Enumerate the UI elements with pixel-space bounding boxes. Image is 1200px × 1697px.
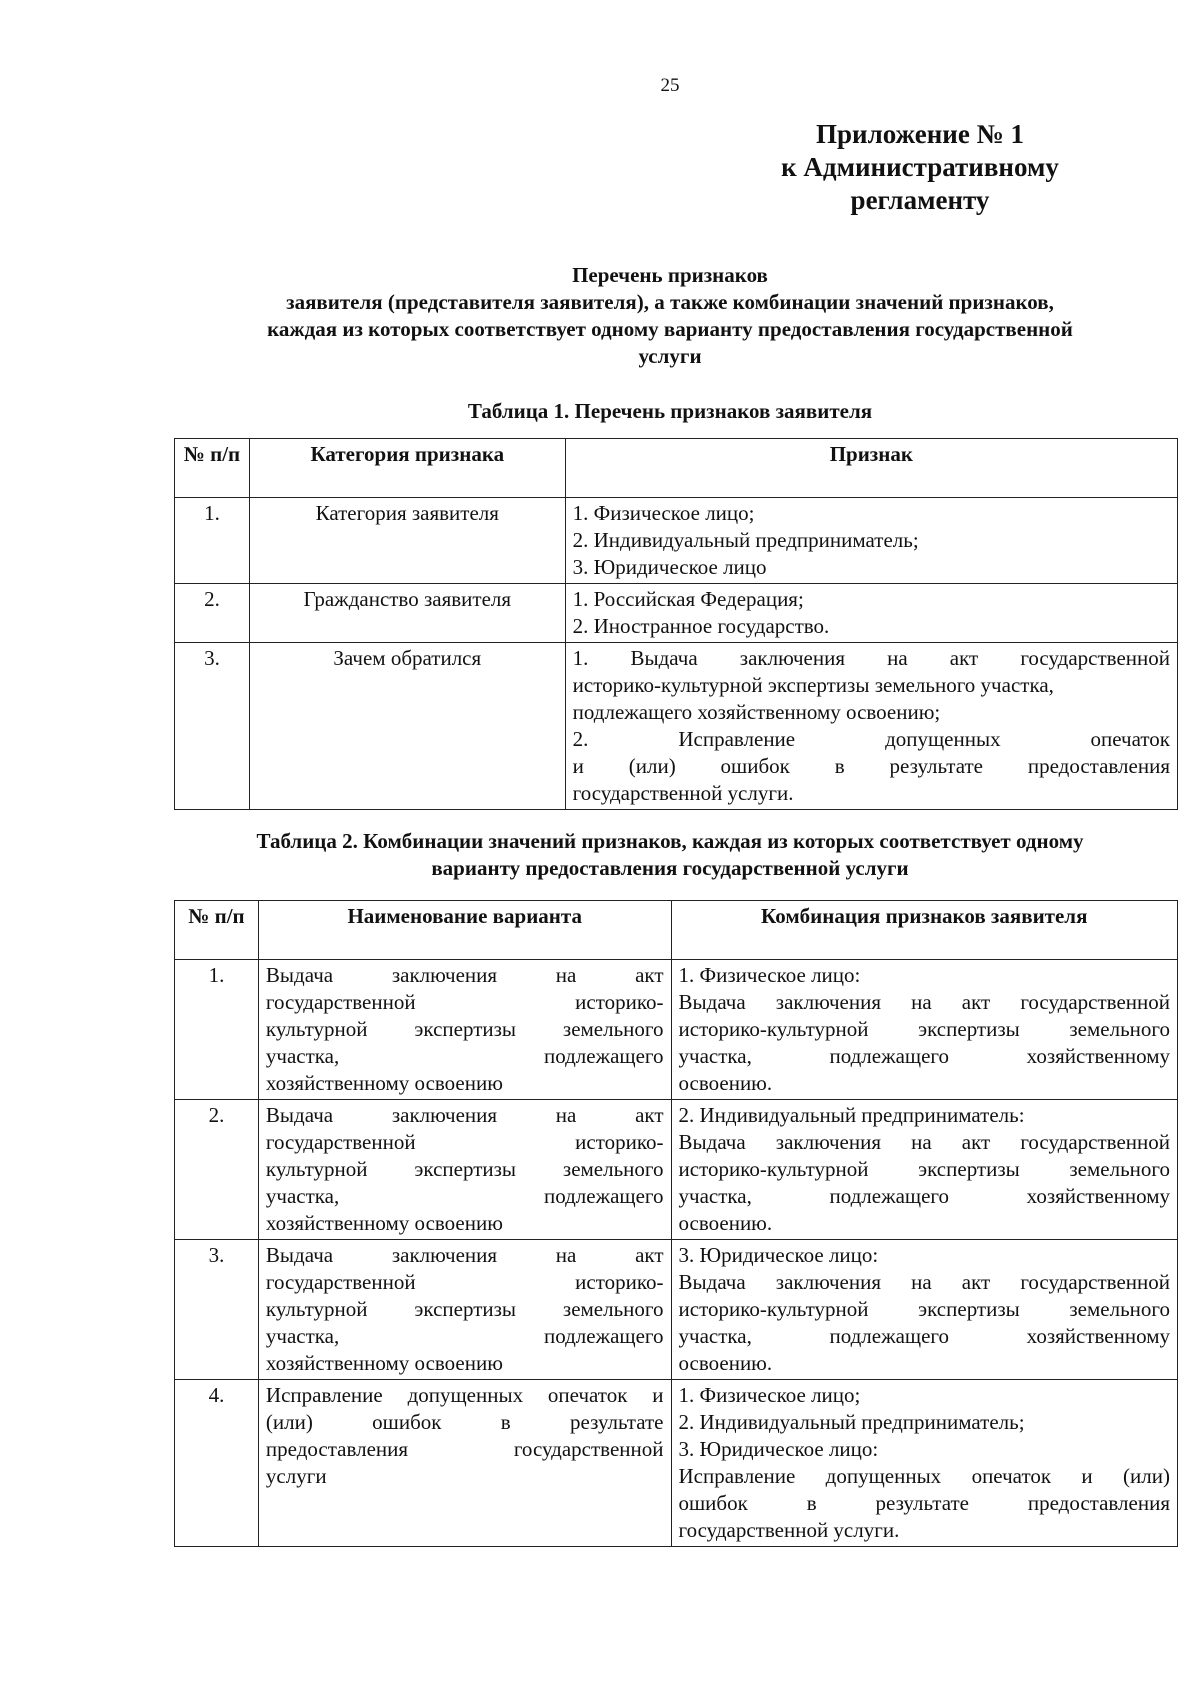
header-num: № п/п: [175, 901, 259, 960]
variant-line: государственной историко-: [265, 990, 664, 1014]
combination-line: Выдача заключения на акт государственной: [678, 1270, 1170, 1294]
appendix-line: Приложение № 1: [816, 119, 1024, 149]
feature-line: 2. Исправление допущенных опечаток: [572, 727, 1170, 751]
variant-line: Исправление допущенных опечаток и: [265, 1383, 664, 1407]
caption-line: варианту предоставления государственной услуги: [431, 856, 909, 880]
row-category: Категория заявителя: [249, 498, 565, 584]
appendix-line: к Административному: [781, 152, 1059, 182]
combination-line: участка, подлежащего хозяйственному: [678, 1324, 1170, 1348]
combination-line: историко-культурной экспертизы земельного: [678, 1157, 1170, 1181]
feature-line: 2. Иностранное государство.: [572, 614, 830, 638]
combination-line: освоению.: [678, 1351, 773, 1375]
variant-line: культурной экспертизы земельного: [265, 1297, 664, 1321]
variant-line: участка, подлежащего: [265, 1044, 664, 1068]
variant-line: участка, подлежащего: [265, 1324, 664, 1348]
header-num: № п/п: [175, 439, 250, 498]
header-feature: Признак: [565, 439, 1177, 498]
combination-line: 1. Физическое лицо:: [678, 963, 861, 987]
row-num: 4.: [175, 1380, 259, 1547]
variant-line: хозяйственному освоению: [265, 1071, 503, 1095]
row-variant: [258, 1240, 671, 1380]
row-num: 1.: [175, 498, 250, 584]
caption-line: Таблица 2. Комбинации значений признаков, каждая из которых соответствует одному: [256, 829, 1084, 853]
combination-line: Выдача заключения на акт государственной: [678, 990, 1170, 1014]
row-num: 3.: [175, 643, 250, 810]
row-num: 3.: [175, 1240, 259, 1380]
row-num: 2.: [175, 584, 250, 643]
row-num: 2.: [175, 1100, 259, 1240]
combination-line: освоению.: [678, 1071, 773, 1095]
variant-line: (или) ошибок в результате: [265, 1410, 664, 1434]
variant-line: государственной историко-: [265, 1270, 664, 1294]
table1-row: [175, 498, 1178, 584]
feature-line: подлежащего хозяйственному освоению;: [572, 700, 941, 724]
title-line: заявителя (представителя заявителя), а также комбинации значений признаков,: [286, 290, 1054, 314]
combination-line: 1. Физическое лицо;: [678, 1383, 861, 1407]
combination-line: историко-культурной экспертизы земельного: [678, 1297, 1170, 1321]
table1: [174, 438, 1178, 810]
header-combination: Комбинация признаков заявителя: [671, 901, 1177, 960]
row-variant: [258, 1100, 671, 1240]
row-category: Зачем обратился: [249, 643, 565, 810]
variant-line: Выдача заключения на акт: [265, 1243, 664, 1267]
combination-line: 3. Юридическое лицо:: [678, 1243, 879, 1267]
table2-header-row: [175, 901, 1178, 960]
feature-line: государственной услуги.: [572, 781, 794, 805]
table2: [174, 900, 1178, 1547]
variant-line: культурной экспертизы земельного: [265, 1157, 664, 1181]
row-combination: [671, 1240, 1177, 1380]
feature-line: и (или) ошибок в результате предоставления: [572, 754, 1170, 778]
combination-line: участка, подлежащего хозяйственному: [678, 1184, 1170, 1208]
table2-row: [175, 1240, 1178, 1380]
combination-line: участка, подлежащего хозяйственному: [678, 1044, 1170, 1068]
header-variant: Наименование варианта: [258, 901, 671, 960]
variant-line: хозяйственному освоению: [265, 1351, 503, 1375]
variant-line: предоставления государственной: [265, 1437, 664, 1461]
appendix-heading: [750, 118, 1090, 217]
title-line: услуги: [638, 344, 702, 368]
variant-line: культурной экспертизы земельного: [265, 1017, 664, 1041]
document-title: [160, 262, 1180, 370]
row-variant: [258, 1380, 671, 1547]
combination-line: 2. Индивидуальный предприниматель:: [678, 1103, 1025, 1127]
variant-line: участка, подлежащего: [265, 1184, 664, 1208]
table1-row: [175, 584, 1178, 643]
combination-line: 3. Юридическое лицо:: [678, 1437, 879, 1461]
page-number: 25: [660, 75, 680, 96]
variant-line: Выдача заключения на акт: [265, 963, 664, 987]
table1-header-row: [175, 439, 1178, 498]
table2-row: [175, 1100, 1178, 1240]
table1-caption: Таблица 1. Перечень признаков заявителя: [467, 399, 873, 423]
row-feature: [565, 584, 1177, 643]
appendix-line: регламенту: [850, 185, 990, 215]
combination-line: Выдача заключения на акт государственной: [678, 1130, 1170, 1154]
combination-line: государственной услуги.: [678, 1518, 900, 1542]
table1-row: [175, 643, 1178, 810]
variant-line: Выдача заключения на акт: [265, 1103, 664, 1127]
feature-line: 1. Российская Федерация;: [572, 587, 804, 611]
row-category: Гражданство заявителя: [249, 584, 565, 643]
table2-row: [175, 1380, 1178, 1547]
combination-line: Исправление допущенных опечаток и (или): [678, 1464, 1170, 1488]
row-feature: [565, 498, 1177, 584]
combination-line: историко-культурной экспертизы земельного: [678, 1017, 1170, 1041]
combination-line: 2. Индивидуальный предприниматель;: [678, 1410, 1025, 1434]
feature-line: 1. Физическое лицо;: [572, 501, 755, 525]
feature-line: 3. Юридическое лицо: [572, 555, 767, 579]
variant-line: услуги: [265, 1464, 327, 1488]
table2-row: [175, 960, 1178, 1100]
feature-line: историко-культурной экспертизы земельного участка,: [572, 673, 1054, 697]
feature-line: 2. Индивидуальный предприниматель;: [572, 528, 919, 552]
row-combination: [671, 1100, 1177, 1240]
row-feature: [565, 643, 1177, 810]
combination-line: освоению.: [678, 1211, 773, 1235]
title-line: Перечень признаков: [572, 263, 768, 287]
feature-line: 1. Выдача заключения на акт государственной: [572, 646, 1170, 670]
variant-line: хозяйственному освоению: [265, 1211, 503, 1235]
row-num: 1.: [175, 960, 259, 1100]
row-combination: [671, 1380, 1177, 1547]
variant-line: государственной историко-: [265, 1130, 664, 1154]
row-combination: [671, 960, 1177, 1100]
combination-line: ошибок в результате предоставления: [678, 1491, 1170, 1515]
title-line: каждая из которых соответствует одному варианту предоставления государственной: [267, 317, 1073, 341]
header-category: Категория признака: [249, 439, 565, 498]
table2-caption: [160, 828, 1180, 882]
row-variant: [258, 960, 671, 1100]
